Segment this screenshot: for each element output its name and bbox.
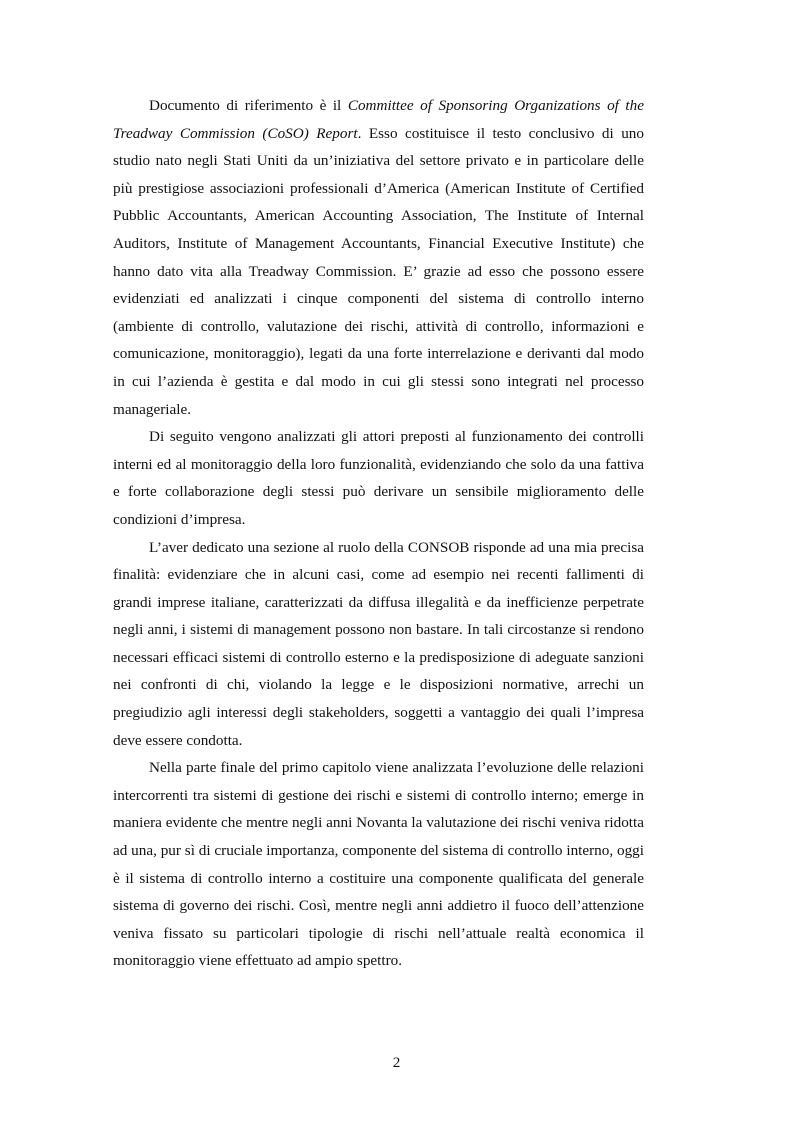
paragraph-1-rest: . Esso costituisce il testo conclusivo di uno studio nato negli Stati Uniti da un’iniziativa del settore privato e in particolare delle più prestigiose associazioni professionali d’America (American Institute of Certified Pubblic Accountants, American Accounting Association, The Institute of Internal Auditors, Institute of Management Accountants, Financial Executive Institute) che hanno dato vita alla Treadway Commission. E’ grazie ad esso che possono essere evidenziati ed analizzati i cinque componenti del sistema di controllo interno (ambiente di controllo, valutazione dei rischi, attività di controllo, informazioni e comunicazione, monitoraggio), legati da una forte interrelazione e derivanti dal modo in cui l’azienda è gestita e dal modo in cui gli stessi sono integrati nel processo manageriale. (113, 124, 644, 418)
paragraph-3: L’aver dedicato una sezione al ruolo della CONSOB risponde ad una mia precisa finalità: evidenziare che in alcuni casi, come ad esempio nei recenti fallimenti di grandi imprese italiane, caratterizzati da diffusa illegalità e da inefficienze perpetrate negli anni, i sistemi di management possono non bastare. In tali circostanze si rendono necessari efficaci sistemi di controllo esterno e la predisposizione di adeguate sanzioni nei confronti di chi, violando la legge e le disposizioni normative, arrechi un pregiudizio agli interessi degli stakeholders, soggetti a vantaggio dei quali l’impresa deve essere condotta. (113, 538, 644, 749)
paragraph-1-lead: Documento di riferimento è il (149, 97, 348, 114)
page-number: 2 (392, 1054, 401, 1071)
coso-report-title: Committee of Sponsoring Organizations of the Treadway Commission (CoSO) Report (113, 97, 644, 142)
paragraph-1 (113, 92, 644, 423)
paragraph-4: Nella parte finale del primo capitolo viene analizzata l’evoluzione delle relazioni intercorrenti tra sistemi di gestione dei rischi e sistemi di controllo interno; emerge in maniera evidente che mentre negli anni Novanta la valutazione dei rischi veniva ridotta ad una, pur sì di cruciale importanza, componente del sistema di controllo interno, oggi è il sistema di controllo interno a costituire una componente qualificata del generale sistema di governo dei rischi. Così, mentre negli anni addietro il fuoco dell’attenzione veniva fissato su particolari tipologie di rischi nell’attuale realtà economica il monitoraggio viene effettuato ad ampio spettro. (113, 759, 644, 970)
paragraph-2: Di seguito vengono analizzati gli attori preposti al funzionamento dei controlli interni ed al monitoraggio della loro funzionalità, evidenziando che solo da una fattiva e forte collaborazione degli stessi può derivare un sensibile miglioramento delle condizioni d’impresa. (113, 428, 644, 528)
body-text (113, 92, 644, 975)
